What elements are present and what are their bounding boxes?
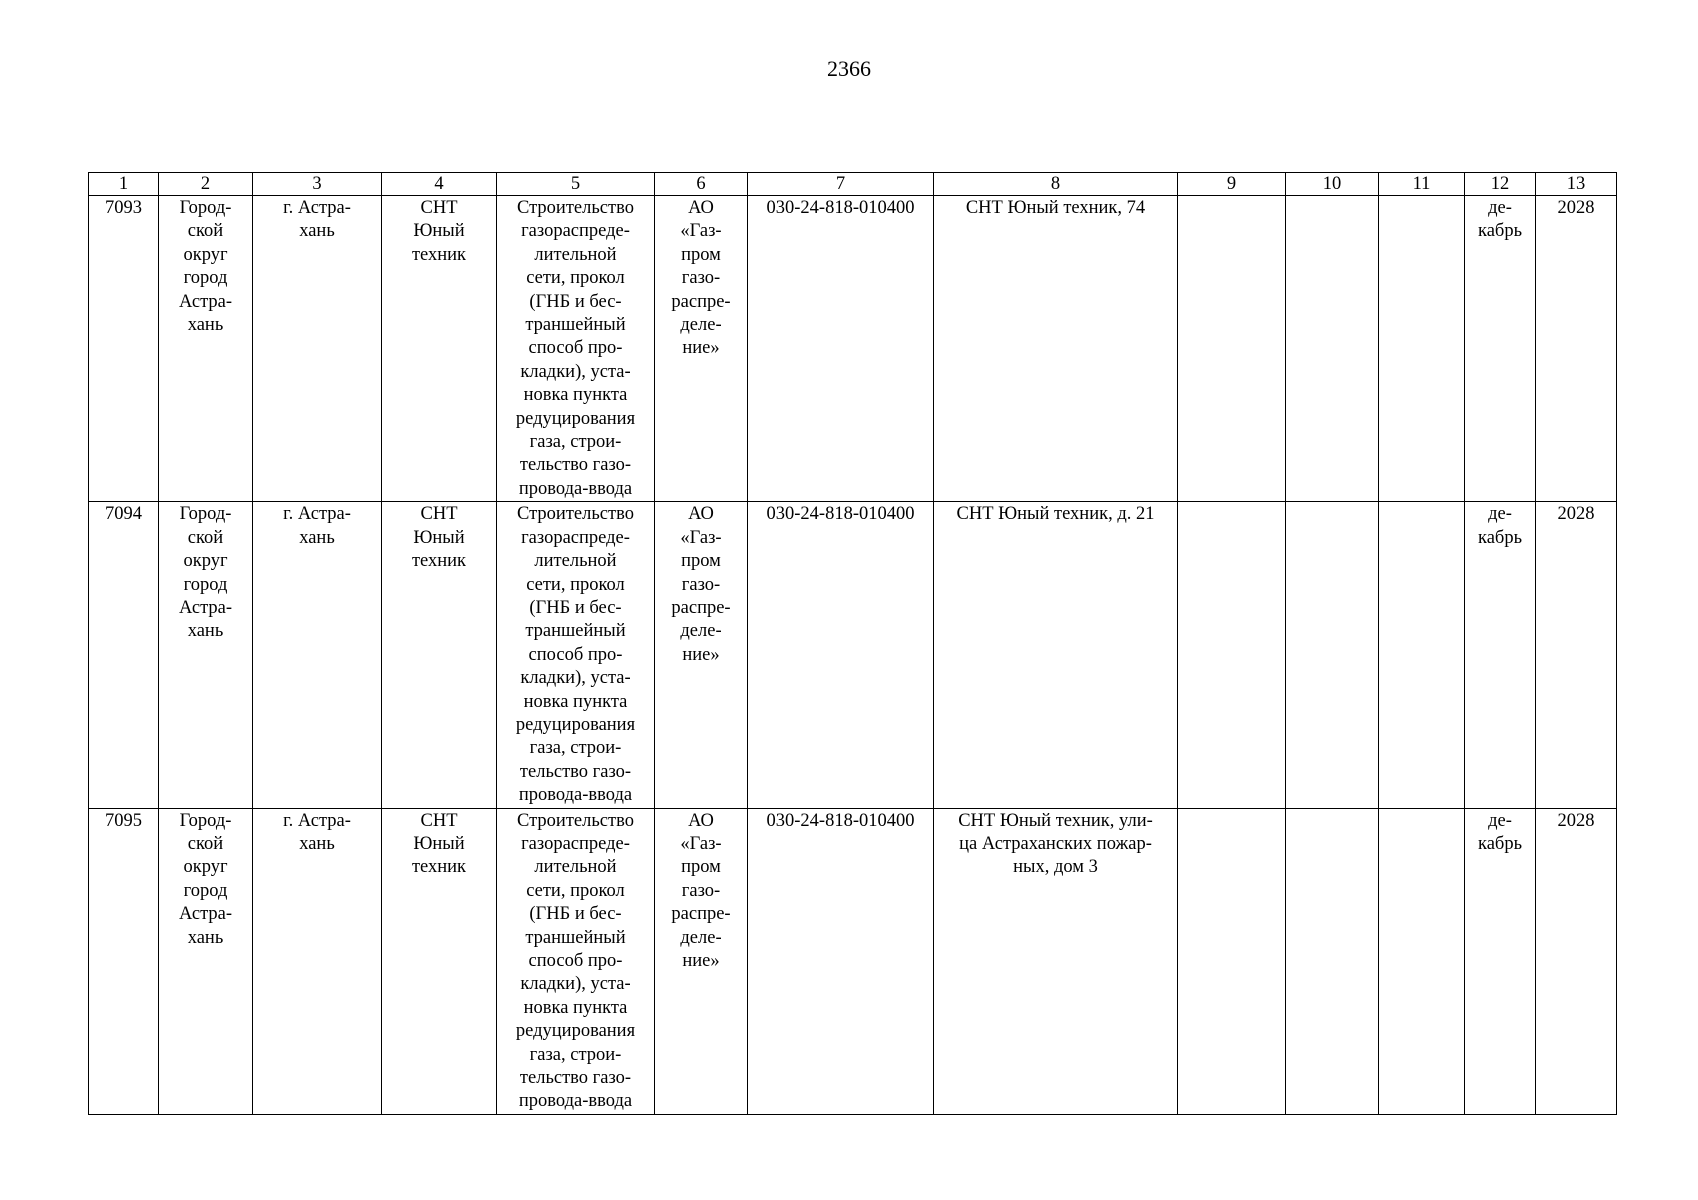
cell-line: газораспреде- bbox=[521, 221, 630, 242]
record-number: 7095 bbox=[89, 808, 159, 1114]
column-number: 1 bbox=[89, 173, 159, 196]
cell-line: кладки), уста- bbox=[520, 974, 631, 995]
column-number: 3 bbox=[253, 173, 382, 196]
cell-line: провода-ввода bbox=[518, 1091, 633, 1112]
empty-cell bbox=[1178, 808, 1286, 1114]
locality-cell bbox=[253, 196, 382, 502]
column-number-row bbox=[89, 173, 1617, 196]
cell-line: траншейный bbox=[525, 927, 626, 948]
cell-line: траншейный bbox=[525, 621, 626, 642]
cell-line: новка пункта bbox=[523, 997, 628, 1018]
cell-line: округ bbox=[183, 551, 228, 572]
month-cell bbox=[1465, 196, 1536, 502]
cell-line: округ bbox=[183, 857, 228, 878]
empty-cell bbox=[1178, 196, 1286, 502]
cell-line: 030-24-818-010400 bbox=[766, 198, 915, 218]
cell-line: провода-ввода bbox=[518, 785, 633, 806]
cell-line: ской bbox=[187, 527, 224, 548]
cell-line: ской bbox=[187, 833, 224, 854]
empty-cell bbox=[1379, 808, 1465, 1114]
cell-line: распре- bbox=[671, 291, 731, 312]
cell-line: хань bbox=[187, 621, 224, 642]
empty-cell bbox=[1178, 502, 1286, 808]
cell-line: Город- bbox=[179, 198, 232, 218]
district-cell bbox=[159, 196, 253, 502]
cell-line: тельство газо- bbox=[519, 1068, 632, 1089]
year-cell bbox=[1536, 502, 1617, 808]
cell-line: кабрь bbox=[1477, 527, 1523, 548]
record-number: 7093 bbox=[89, 196, 159, 502]
column-number: 8 bbox=[934, 173, 1178, 196]
cell-line: 2028 bbox=[1557, 810, 1595, 831]
cell-line: г. Астра- bbox=[283, 198, 351, 218]
cell-line: техник bbox=[411, 244, 467, 265]
column-number: 6 bbox=[655, 173, 748, 196]
cell-line: способ про- bbox=[528, 951, 623, 971]
cell-line: сети, прокол bbox=[526, 268, 625, 289]
cell-line: хань bbox=[299, 221, 335, 242]
cell-line: Астра- bbox=[178, 904, 233, 925]
district-cell bbox=[159, 808, 253, 1114]
month-cell bbox=[1465, 502, 1536, 808]
page-number: 2366 bbox=[827, 56, 871, 81]
cell-line: СНТ Юный техник, 74 bbox=[965, 198, 1146, 218]
address-cell bbox=[934, 502, 1178, 808]
cell-line: газораспреде- bbox=[521, 833, 630, 854]
cell-line: «Газ- bbox=[680, 527, 722, 548]
empty-cell bbox=[1379, 196, 1465, 502]
cell-line: провода-ввода bbox=[518, 478, 633, 499]
column-number: 9 bbox=[1178, 173, 1286, 196]
cell-line: Юный bbox=[413, 833, 465, 854]
cell-line: СНТ bbox=[420, 198, 458, 218]
cell-line: хань bbox=[299, 833, 335, 854]
cell-line: Строительство bbox=[517, 810, 634, 831]
cell-line: траншейный bbox=[525, 315, 626, 336]
cell-line: газа, строи- bbox=[529, 738, 622, 759]
cell-line: г. Астра- bbox=[283, 504, 351, 525]
address-cell bbox=[934, 196, 1178, 502]
cell-line: техник bbox=[411, 551, 467, 572]
cell-line: (ГНБ и бес- bbox=[529, 597, 622, 618]
cell-line: АО bbox=[688, 810, 714, 831]
cell-line: (ГНБ и бес- bbox=[529, 291, 622, 312]
cell-line: город bbox=[183, 880, 228, 901]
cell-line: СНТ Юный техник, ули- bbox=[958, 810, 1153, 831]
cell-line: пром bbox=[681, 551, 721, 572]
year-cell bbox=[1536, 808, 1617, 1114]
table-row bbox=[89, 196, 1617, 502]
cell-line: газо- bbox=[681, 880, 721, 901]
cell-line: газа, строи- bbox=[529, 1044, 622, 1065]
locality-cell bbox=[253, 808, 382, 1114]
cell-line: сети, прокол bbox=[526, 880, 625, 901]
district-cell bbox=[159, 502, 253, 808]
work-description-cell bbox=[497, 502, 655, 808]
cell-line: Строительство bbox=[517, 504, 634, 525]
cell-line: Город- bbox=[179, 810, 232, 831]
cell-line: газораспреде- bbox=[521, 527, 630, 548]
column-number: 13 bbox=[1536, 173, 1617, 196]
cell-line: де- bbox=[1488, 504, 1512, 525]
cell-line: ных, дом 3 bbox=[1013, 857, 1098, 878]
year-cell bbox=[1536, 196, 1617, 502]
settlement-cell bbox=[382, 502, 497, 808]
cell-line: СНТ Юный техник, д. 21 bbox=[956, 504, 1155, 525]
column-number: 10 bbox=[1286, 173, 1379, 196]
locality-cell bbox=[253, 502, 382, 808]
code-cell bbox=[748, 808, 934, 1114]
cell-line: газо- bbox=[681, 574, 721, 595]
cell-line: ние» bbox=[682, 644, 720, 665]
cell-line: кабрь bbox=[1477, 221, 1523, 242]
column-number: 2 bbox=[159, 173, 253, 196]
cell-line: пром bbox=[681, 244, 721, 265]
month-cell bbox=[1465, 808, 1536, 1114]
operator-cell bbox=[655, 196, 748, 502]
empty-cell bbox=[1286, 502, 1379, 808]
cell-line: 030-24-818-010400 bbox=[766, 810, 915, 831]
cell-line: 2028 bbox=[1557, 198, 1595, 218]
address-cell bbox=[934, 808, 1178, 1114]
cell-line: тельство газо- bbox=[519, 761, 632, 782]
cell-line: Строительство bbox=[517, 198, 634, 218]
cell-line: деле- bbox=[680, 621, 722, 642]
cell-line: деле- bbox=[680, 315, 722, 336]
cell-line: АО bbox=[688, 504, 714, 525]
cell-line: «Газ- bbox=[680, 221, 722, 242]
operator-cell bbox=[655, 502, 748, 808]
cell-line: ца Астраханских пожар- bbox=[959, 833, 1152, 854]
cell-line: пром bbox=[681, 857, 721, 878]
empty-cell bbox=[1379, 502, 1465, 808]
cell-line: г. Астра- bbox=[283, 810, 351, 831]
cell-line: распре- bbox=[671, 597, 731, 618]
cell-line: Город- bbox=[179, 504, 232, 525]
register-table bbox=[88, 172, 1617, 1115]
cell-line: де- bbox=[1488, 810, 1512, 831]
cell-line: Астра- bbox=[178, 291, 233, 312]
cell-line: кладки), уста- bbox=[520, 361, 631, 382]
column-number: 11 bbox=[1379, 173, 1465, 196]
cell-line: кладки), уста- bbox=[520, 668, 631, 689]
operator-cell bbox=[655, 808, 748, 1114]
table-row bbox=[89, 808, 1617, 1114]
cell-line: ской bbox=[187, 221, 224, 242]
cell-line: «Газ- bbox=[680, 833, 722, 854]
cell-line: лительной bbox=[534, 857, 617, 878]
cell-line: АО bbox=[688, 198, 714, 218]
cell-line: новка пункта bbox=[523, 691, 628, 712]
empty-cell bbox=[1286, 808, 1379, 1114]
cell-line: тельство газо- bbox=[519, 455, 632, 476]
cell-line: Астра- bbox=[178, 597, 233, 618]
cell-line: ние» bbox=[682, 338, 720, 359]
record-number: 7094 bbox=[89, 502, 159, 808]
cell-line: редуцирования bbox=[515, 1021, 636, 1042]
cell-line: Юный bbox=[413, 221, 465, 242]
work-description-cell bbox=[497, 196, 655, 502]
cell-line: 2028 bbox=[1557, 504, 1595, 525]
cell-line: хань bbox=[299, 527, 335, 548]
cell-line: округ bbox=[183, 244, 228, 265]
cell-line: редуцирования bbox=[515, 408, 636, 429]
cell-line: город bbox=[183, 574, 228, 595]
cell-line: способ про- bbox=[528, 644, 623, 665]
empty-cell bbox=[1286, 196, 1379, 502]
column-number: 4 bbox=[382, 173, 497, 196]
cell-line: способ про- bbox=[528, 338, 623, 359]
cell-line: ние» bbox=[682, 951, 720, 971]
cell-line: хань bbox=[187, 927, 224, 948]
cell-line: газа, строи- bbox=[529, 432, 622, 453]
cell-line: распре- bbox=[671, 904, 731, 925]
cell-line: газо- bbox=[681, 268, 721, 289]
settlement-cell bbox=[382, 808, 497, 1114]
cell-line: лительной bbox=[534, 244, 617, 265]
settlement-cell bbox=[382, 196, 497, 502]
cell-line: хань bbox=[187, 315, 224, 336]
column-number: 7 bbox=[748, 173, 934, 196]
cell-line: 030-24-818-010400 bbox=[766, 504, 915, 525]
table-row bbox=[89, 502, 1617, 808]
cell-line: редуцирования bbox=[515, 714, 636, 735]
cell-line: кабрь bbox=[1477, 833, 1523, 854]
cell-line: новка пункта bbox=[523, 385, 628, 406]
cell-line: СНТ bbox=[420, 810, 458, 831]
cell-line: де- bbox=[1488, 198, 1512, 218]
cell-line: сети, прокол bbox=[526, 574, 625, 595]
cell-line: СНТ bbox=[420, 504, 458, 525]
code-cell bbox=[748, 196, 934, 502]
cell-line: лительной bbox=[534, 551, 617, 572]
cell-line: деле- bbox=[680, 927, 722, 948]
cell-line: техник bbox=[411, 857, 467, 878]
work-description-cell bbox=[497, 808, 655, 1114]
cell-line: Юный bbox=[413, 527, 465, 548]
column-number: 12 bbox=[1465, 173, 1536, 196]
column-number: 5 bbox=[497, 173, 655, 196]
code-cell bbox=[748, 502, 934, 808]
cell-line: (ГНБ и бес- bbox=[529, 904, 622, 925]
cell-line: город bbox=[183, 268, 228, 289]
